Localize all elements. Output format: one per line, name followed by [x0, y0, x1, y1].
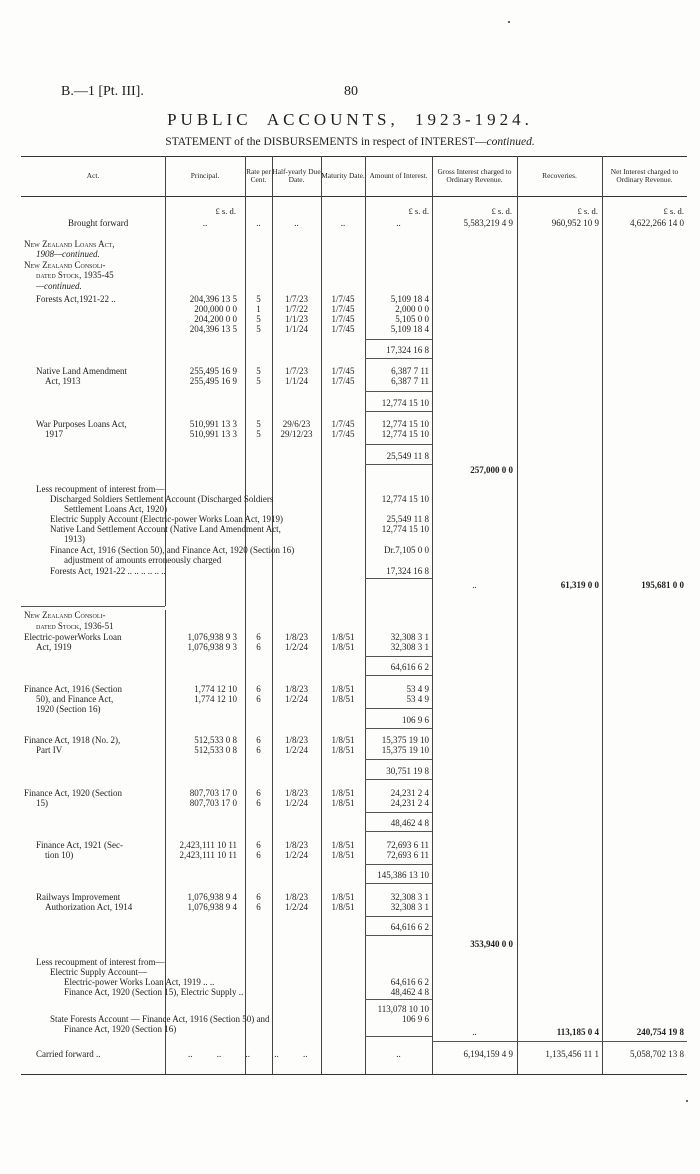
principal-cell: 1,076,938 9 3: [187, 642, 237, 652]
principal-cell: 1,076,938 9 4: [187, 902, 237, 912]
recoupment-line: Settlement Loans Act, 1920): [64, 504, 167, 514]
subtotal-rule: [365, 779, 432, 780]
principal-cell: 807,703 17 0: [189, 788, 237, 798]
col-header-recoveries: Recoveries.: [542, 170, 577, 180]
recoupment-line: Electric-power Works Loan Act, 1919 .. ..: [64, 977, 215, 987]
brought-forward-dots: ..: [256, 218, 261, 228]
due-date-cell: 1/8/23: [284, 684, 308, 694]
recoupment-amount: 17,324 16 8: [386, 566, 429, 576]
rate-cell: 5: [256, 376, 261, 386]
rate-cell: 6: [256, 694, 261, 704]
brought-forward-dots: ..: [396, 218, 401, 228]
act-name: 50), and Finance Act,: [36, 694, 114, 704]
ink-dot: [686, 1100, 688, 1102]
maturity-cell: 1/8/51: [331, 745, 355, 755]
subtotal-rule: [365, 728, 432, 729]
col-header-net: Net Interest charged to Ordinary Revenue.: [610, 166, 679, 184]
subtotal-rule: [365, 391, 432, 392]
principal-cell: 2,423,111 10 11: [179, 840, 237, 850]
subtotal-rule: [365, 1036, 432, 1037]
interest-cell: 53 4 9: [406, 684, 429, 694]
maturity-cell: 1/8/51: [331, 840, 355, 850]
act-name: Act, 1919: [36, 642, 72, 652]
interest-cell: 12,774 15 10: [381, 429, 429, 439]
gross-dots: ..: [472, 1027, 477, 1037]
recoupment-amount: 48,462 4 8: [390, 987, 429, 997]
carried-forward-recoveries: 1,135,456 11 1: [545, 1049, 599, 1059]
maturity-cell: 1/8/51: [331, 902, 355, 912]
act-heading: New Zealand Consoli-: [24, 260, 106, 270]
recoupment-line: Electric Supply Account—: [50, 967, 147, 977]
act-name: tion 10): [45, 850, 74, 860]
due-date-cell: 1/7/22: [284, 304, 308, 314]
maturity-cell: 1/7/45: [331, 376, 355, 386]
maturity-cell: 1/8/51: [331, 684, 355, 694]
col-header-due-date: Half-yearly Due Date.: [272, 166, 321, 184]
brought-forward-gross: 5,583,219 4 9: [463, 218, 513, 228]
maturity-cell: 1/8/51: [331, 642, 355, 652]
carried-forward-label: Carried forward ..: [36, 1049, 101, 1059]
interest-cell: 32,308 3 1: [390, 902, 429, 912]
interest-cell: 6,387 7 11: [391, 366, 429, 376]
brought-forward-net: 4,622,266 14 0: [630, 218, 684, 228]
subtotal-rule: [365, 759, 432, 760]
principal-cell: 204,396 13 5: [189, 294, 237, 304]
due-date-cell: 1/1/24: [284, 324, 308, 334]
act-heading: —continued.: [36, 281, 82, 291]
rate-cell: 1: [256, 304, 261, 314]
due-date-cell: 1/8/23: [284, 892, 308, 902]
col-divider: [517, 156, 518, 1074]
act-name: 15): [36, 798, 48, 808]
act-name: Finance Act, 1921 (Sec-: [36, 840, 123, 850]
interest-cell: 32,308 3 1: [390, 892, 429, 902]
subtotal-cell: 106 9 6: [402, 715, 429, 725]
brought-forward-label: Brought forward: [68, 218, 129, 228]
col-header-principal: Principal.: [190, 170, 220, 180]
rate-cell: 5: [256, 314, 261, 324]
unit-principal: £ s. d.: [215, 206, 236, 216]
subtotal-cell: 12,774 15 10: [381, 398, 429, 408]
due-date-cell: 1/8/23: [284, 840, 308, 850]
principal-cell: 1,774 12 10: [194, 684, 237, 694]
interest-cell: 53 4 9: [406, 694, 429, 704]
unit-net: £ s. d.: [663, 206, 684, 216]
recoveries-cell: 113,185 0 4: [556, 1027, 599, 1037]
interest-cell: 24,231 2 4: [390, 788, 429, 798]
header-bottom-rule: [21, 196, 687, 197]
maturity-cell: 1/7/45: [331, 304, 355, 314]
carried-forward-net: 5,058,702 13 8: [630, 1049, 684, 1059]
rate-cell: 6: [256, 798, 261, 808]
subtotal-cell: 30,751 19 8: [386, 766, 429, 776]
subtotal-rule: [365, 831, 432, 832]
interest-cell: 15,375 19 10: [381, 745, 429, 755]
maturity-cell: 1/8/51: [331, 892, 355, 902]
subtotal-cell: 17,324 16 8: [386, 345, 429, 355]
maturity-cell: 1/8/51: [331, 632, 355, 642]
due-date-cell: 1/7/23: [284, 366, 308, 376]
interest-cell: 2,000 0 0: [395, 304, 429, 314]
carried-forward-dots: ..: [396, 1049, 401, 1059]
recoupment-amount: 12,774 15 10: [381, 524, 429, 534]
subtotal-rule: [365, 358, 432, 359]
rate-cell: 5: [256, 294, 261, 304]
page-title: PUBLIC ACCOUNTS, 1923-1924.: [167, 110, 533, 129]
subtotal-rule: [365, 935, 432, 936]
subtotal-rule: [365, 999, 432, 1000]
act-name: Authorization Act, 1914: [45, 902, 133, 912]
gross-cell: 257,000 0 0: [470, 465, 513, 475]
act-name: Forests Act,1921-22 ..: [36, 294, 116, 304]
maturity-cell: 1/8/51: [331, 694, 355, 704]
rate-cell: 6: [256, 902, 261, 912]
recoupment-amount: 106 9 6: [402, 1014, 429, 1024]
due-date-cell: 1/2/24: [284, 694, 308, 704]
act-name: Act, 1913: [45, 376, 81, 386]
principal-cell: 255,495 16 9: [189, 366, 237, 376]
act-name: Railways Improvement: [36, 892, 121, 902]
total-rule: [432, 1041, 687, 1042]
unit-recoveries: £ s. d.: [577, 206, 598, 216]
col-header-act: Act.: [86, 170, 100, 180]
principal-cell: 204,396 13 5: [189, 324, 237, 334]
brought-forward-dots: ..: [340, 218, 346, 228]
recoupment-amount: 12,774 15 10: [381, 494, 429, 504]
page-number: 80: [344, 84, 358, 99]
recoupment-line: Electric Supply Account (Electric-power Works Loan Act, 1919): [50, 514, 284, 524]
recoupment-amount: 64,616 6 2: [390, 977, 429, 987]
maturity-cell: 1/7/45: [331, 366, 355, 376]
due-date-cell: 1/1/24: [284, 376, 308, 386]
due-date-cell: 1/2/24: [284, 745, 308, 755]
interest-cell: 15,375 19 10: [381, 735, 429, 745]
principal-cell: 510,991 13 3: [189, 419, 237, 429]
due-date-cell: 1/2/24: [284, 902, 308, 912]
act-name: Finance Act, 1916 (Section: [24, 684, 122, 694]
maturity-cell: 1/7/45: [331, 429, 355, 439]
subtotal-rule: [365, 812, 432, 813]
subtotal-rule: [365, 444, 432, 445]
recoupment-line: Discharged Soldiers Settlement Account (Discharged Soldiers: [50, 494, 274, 504]
subtotal-rule: [365, 339, 432, 340]
recoupment-line: Finance Act, 1920 (Section 16): [64, 1024, 177, 1034]
act-name: Finance Act, 1918 (No. 2),: [24, 735, 121, 745]
due-date-cell: 1/2/24: [284, 642, 308, 652]
subtotal-rule: [365, 464, 432, 465]
unit-gross: £ s. d.: [491, 206, 512, 216]
col-divider: [602, 156, 603, 1074]
due-date-cell: 1/2/24: [284, 850, 308, 860]
subtotal-rule: [365, 411, 432, 412]
due-date-cell: 1/8/23: [284, 632, 308, 642]
rate-cell: 6: [256, 840, 261, 850]
subtitle-prefix: STATEMENT of the DISBURSEMENTS in respect of INTEREST—: [165, 136, 487, 148]
interest-cell: 32,308 3 1: [390, 632, 429, 642]
rate-cell: 6: [256, 745, 261, 755]
due-date-cell: 29/12/23: [280, 429, 313, 439]
unit-interest: £ s. d.: [408, 206, 429, 216]
subtotal-rule: [365, 578, 432, 579]
act-heading: dated Stock, 1935-45: [36, 270, 114, 280]
recoupment-line: Forests Act, 1921-22 .. .. .. .. .. ..: [50, 566, 166, 576]
page-subtitle: [0, 136, 700, 148]
subtotal-rule: [365, 864, 432, 865]
principal-cell: 512,533 0 8: [194, 745, 237, 755]
subtitle-suffix: continued.: [486, 136, 535, 148]
col-header-maturity: Maturity Date.: [321, 170, 365, 180]
due-date-cell: 1/7/23: [284, 294, 308, 304]
heading-rule: [21, 606, 165, 607]
rate-cell: 6: [256, 642, 261, 652]
act-heading: 1908—continued.: [36, 249, 100, 259]
act-name: Native Land Amendment: [36, 366, 127, 376]
act-heading: dated Stock, 1936-51: [36, 621, 114, 631]
principal-cell: 1,076,938 9 4: [187, 892, 237, 902]
brought-forward-dots: ..: [202, 218, 208, 228]
principal-cell: 807,703 17 0: [189, 798, 237, 808]
maturity-cell: 1/7/45: [331, 314, 355, 324]
principal-cell: 255,495 16 9: [189, 376, 237, 386]
rate-cell: 5: [256, 429, 261, 439]
act-name: 1917: [45, 429, 63, 439]
interest-cell: 24,231 2 4: [390, 798, 429, 808]
recoupment-amount: Dr.7,105 0 0: [384, 545, 429, 555]
col-header-rate: Rate per Cent.: [246, 166, 271, 184]
subtotal-rule: [365, 883, 432, 884]
maturity-cell: 1/8/51: [331, 850, 355, 860]
page-reference: B.—1 [Pt. III].: [61, 84, 144, 99]
act-name: War Purposes Loans Act,: [36, 419, 127, 429]
subtotal-cell: 113,078 10 10: [377, 1004, 429, 1014]
act-name: Electric-powerWorks Loan: [24, 632, 122, 642]
rate-cell: 6: [256, 850, 261, 860]
recoveries-cell: 61,319 0 0: [560, 580, 599, 590]
principal-cell: 510,991 13 3: [189, 429, 237, 439]
brought-forward-dots: ..: [294, 218, 299, 228]
principal-cell: 1,774 12 10: [194, 694, 237, 704]
recoupment-line: 1913): [64, 534, 85, 544]
interest-cell: 72,693 6 11: [386, 840, 429, 850]
rate-cell: 5: [256, 419, 261, 429]
subtotal-cell: 64,616 6 2: [390, 662, 429, 672]
less-recoupment-title: Less recoupment of interest from—: [36, 957, 165, 967]
rate-cell: 6: [256, 788, 261, 798]
subtotal-cell: 145,386 13 10: [377, 870, 429, 880]
table-bottom-rule: [21, 1074, 687, 1075]
due-date-cell: 1/2/24: [284, 798, 308, 808]
col-header-interest: Amount of Interest.: [369, 170, 428, 180]
subtotal-rule: [365, 708, 432, 709]
interest-cell: 72,693 6 11: [386, 850, 429, 860]
subtotal-cell: 64,616 6 2: [390, 922, 429, 932]
maturity-cell: 1/8/51: [331, 735, 355, 745]
carried-forward-dots: .. .. .. .. ..: [188, 1049, 308, 1059]
principal-cell: 200,000 0 0: [194, 304, 237, 314]
due-date-cell: 1/8/23: [284, 788, 308, 798]
gross-dots: ..: [472, 580, 477, 590]
principal-cell: 204,200 0 0: [194, 314, 237, 324]
interest-cell: 12,774 15 10: [381, 419, 429, 429]
recoupment-line: Finance Act, 1920 (Section 15), Electric Supply ..: [64, 987, 244, 997]
interest-cell: 5,105 0 0: [395, 314, 429, 324]
rate-cell: 6: [256, 892, 261, 902]
interest-cell: 32,308 3 1: [390, 642, 429, 652]
interest-cell: 5,109 18 4: [390, 324, 429, 334]
principal-cell: 1,076,938 9 3: [187, 632, 237, 642]
recoupment-line: Finance Act, 1916 (Section 50), and Finance Act, 1920 (Section 16): [50, 545, 295, 555]
recoupment-amount: 25,549 11 8: [386, 514, 429, 524]
net-cell: 195,681 0 0: [641, 580, 684, 590]
ink-dot: [508, 21, 510, 23]
act-name: Finance Act, 1920 (Section: [24, 788, 122, 798]
maturity-cell: 1/8/51: [331, 798, 355, 808]
less-recoupment-title: Less recoupment of interest from—: [36, 484, 165, 494]
gross-cell: 353,940 0 0: [470, 939, 513, 949]
act-name: 1920 (Section 16): [36, 704, 101, 714]
col-header-gross: Gross Interest charged to Ordinary Revenue.: [437, 166, 512, 184]
rate-cell: 5: [256, 366, 261, 376]
recoupment-line: State Forests Account — Finance Act, 1916 (Section 50) and: [50, 1014, 270, 1024]
interest-cell: 5,109 18 4: [390, 294, 429, 304]
due-date-cell: 29/6/23: [282, 419, 311, 429]
principal-cell: 2,423,111 10 11: [179, 850, 237, 860]
recoupment-line: adjustment of amounts erroneously charged: [64, 555, 222, 565]
maturity-cell: 1/8/51: [331, 788, 355, 798]
subtotal-cell: 48,462 4 8: [390, 818, 429, 828]
recoupment-line: Native Land Settlement Account (Native Land Amendment Act,: [50, 524, 281, 534]
subtotal-rule: [365, 656, 432, 657]
maturity-cell: 1/7/45: [331, 419, 355, 429]
maturity-cell: 1/7/45: [331, 324, 355, 334]
interest-cell: 6,387 7 11: [391, 376, 429, 386]
net-cell: 240,754 19 8: [636, 1027, 684, 1037]
maturity-cell: 1/7/45: [331, 294, 355, 304]
carried-forward-gross: 6,194,159 4 9: [463, 1049, 513, 1059]
rate-cell: 6: [256, 632, 261, 642]
due-date-cell: 1/1/23: [284, 314, 308, 324]
brought-forward-recoveries: 960,952 10 9: [551, 218, 599, 228]
rate-cell: 6: [256, 735, 261, 745]
subtotal-rule: [365, 675, 432, 676]
table-top-rule: [21, 156, 687, 157]
due-date-cell: 1/8/23: [284, 735, 308, 745]
rate-cell: 6: [256, 684, 261, 694]
principal-cell: 512,533 0 8: [194, 735, 237, 745]
rate-cell: 5: [256, 324, 261, 334]
subtotal-cell: 25,549 11 8: [386, 451, 429, 461]
subtotal-rule: [365, 916, 432, 917]
col-divider: [432, 156, 433, 1074]
act-name: Part IV: [36, 745, 63, 755]
act-heading: New Zealand Loans Act,: [24, 239, 115, 249]
act-heading: New Zealand Consoli-: [24, 610, 106, 620]
